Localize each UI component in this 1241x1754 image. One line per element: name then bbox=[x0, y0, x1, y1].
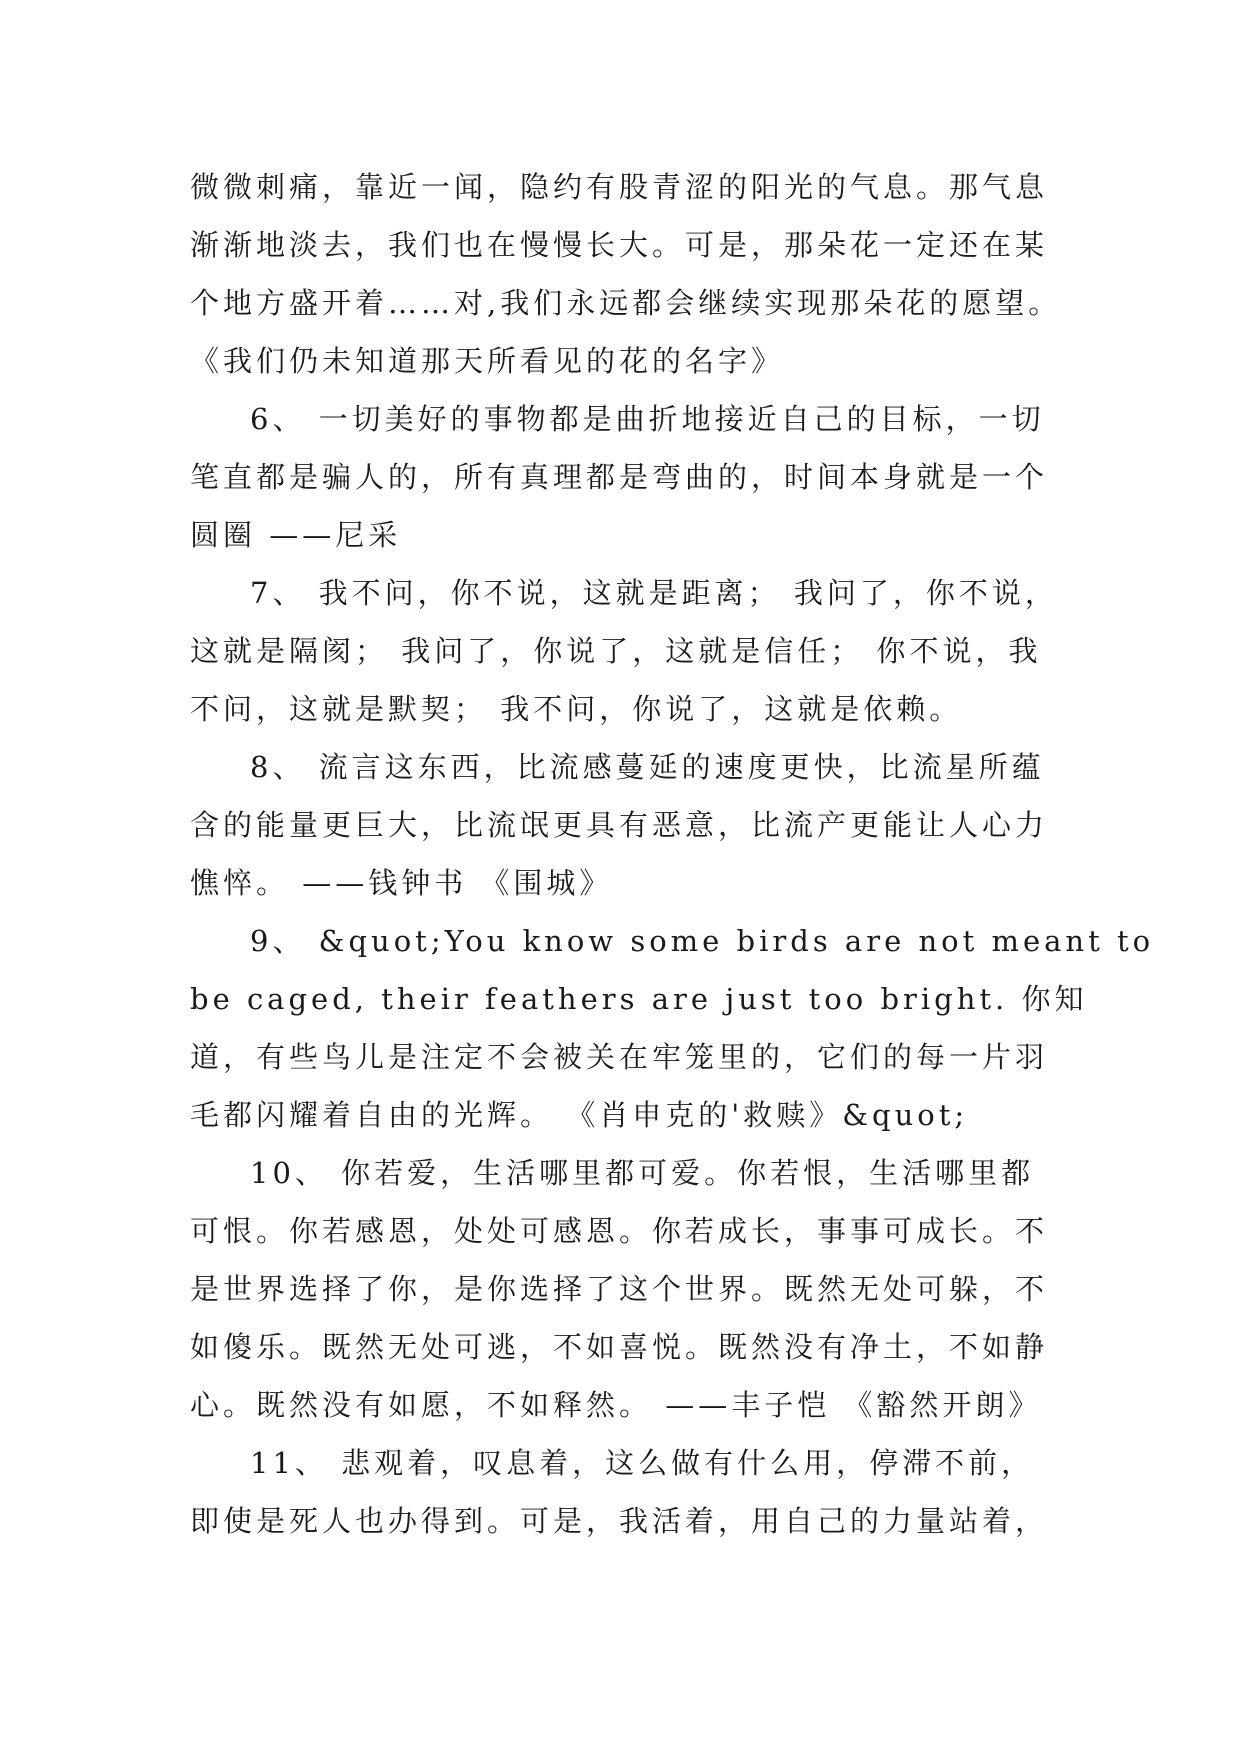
text-line: 可恨。你若感恩，处处可感恩。你若成长，事事可成长。不 bbox=[190, 1214, 1049, 1248]
text-line: 毛都闪耀着自由的光辉。 《肖申克的'救赎》&quot; bbox=[190, 1098, 969, 1132]
text-line: 是世界选择了你，是你选择了这个世界。既然无处可躲，不 bbox=[190, 1272, 1049, 1306]
text-line: 道，有些鸟儿是注定不会被关在牢笼里的，它们的每一片羽 bbox=[190, 1040, 1049, 1074]
text-line: 心。既然没有如愿，不如释然。 ——丰子恺 《豁然开朗》 bbox=[190, 1388, 1042, 1422]
text-line: 8、 流言这东西，比流感蔓延的速度更快，比流星所蕴 bbox=[250, 750, 1045, 784]
text-line: be caged, their feathers are just too bright. 你知 bbox=[190, 982, 1088, 1016]
text-line: 不问，这就是默契； 我不问，你说了，这就是依赖。 bbox=[190, 692, 963, 726]
text-line: 憔悴。 ——钱钟书 《围城》 bbox=[190, 866, 613, 900]
text-line: 6、 一切美好的事物都是曲折地接近自己的目标，一切 bbox=[250, 402, 1045, 436]
text-line: 含的能量更巨大，比流氓更具有恶意，比流产更能让人心力 bbox=[190, 808, 1049, 842]
text-line: 即使是死人也办得到。可是，我活着，用自己的力量站着， bbox=[190, 1504, 1049, 1538]
text-line: 《我们仍未知道那天所看见的花的名字》 bbox=[190, 344, 785, 378]
text-line: 11、 悲观着，叹息着，这么做有什么用，停滞不前， bbox=[250, 1446, 1035, 1480]
text-line: 9、 &quot;You know some birds are not meant to bbox=[250, 924, 1155, 958]
text-line: 如傻乐。既然无处可逃，不如喜悦。既然没有净土，不如静 bbox=[190, 1330, 1049, 1364]
text-line: 个地方盛开着……对,我们永远都会继续实现那朵花的愿望。 bbox=[190, 286, 1062, 320]
text-line: 笔直都是骗人的，所有真理都是弯曲的，时间本身就是一个 bbox=[190, 460, 1049, 494]
text-line: 圆圈 ——尼采 bbox=[190, 518, 402, 552]
text-line: 渐渐地淡去，我们也在慢慢长大。可是，那朵花一定还在某 bbox=[190, 228, 1049, 262]
text-line: 7、 我不问，你不说，这就是距离； 我问了，你不说， bbox=[250, 576, 1058, 610]
document-body bbox=[190, 158, 1155, 1550]
text-line: 10、 你若爱，生活哪里都可爱。你若恨，生活哪里都 bbox=[250, 1156, 1035, 1190]
text-line: 微微刺痛，靠近一闻，隐约有股青涩的阳光的气息。那气息 bbox=[190, 170, 1049, 204]
text-line: 这就是隔阂； 我问了，你说了，这就是信任； 你不说，我 bbox=[190, 634, 1042, 668]
